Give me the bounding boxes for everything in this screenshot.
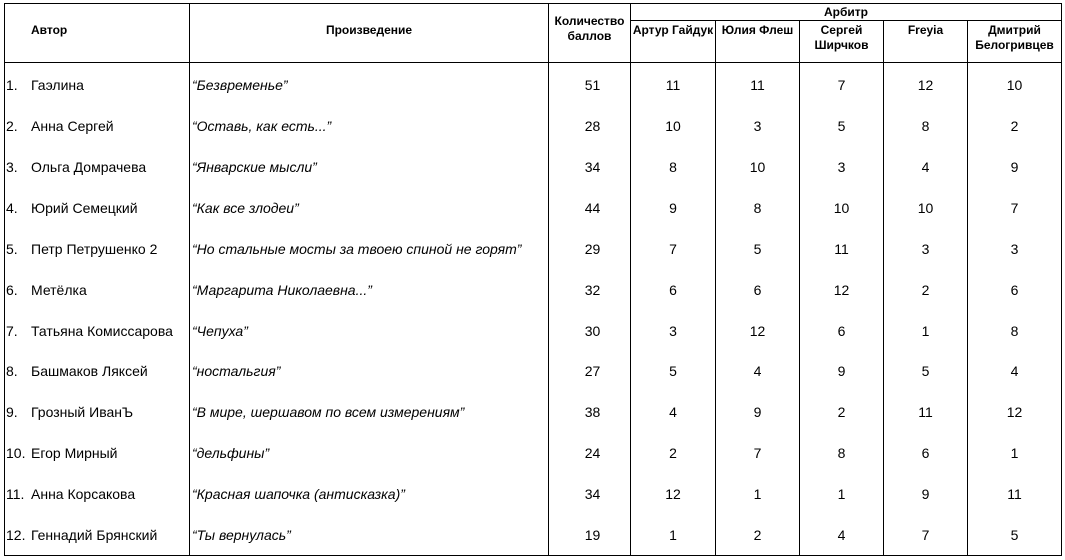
work-title: “дельфины” bbox=[190, 433, 549, 474]
judge-mark: 2 bbox=[884, 269, 968, 310]
work-title: “ностальгия” bbox=[190, 351, 549, 392]
author-cell bbox=[5, 514, 190, 555]
judge-mark: 3 bbox=[800, 147, 884, 188]
judge-mark: 1 bbox=[884, 310, 968, 351]
row-number: 2. bbox=[6, 118, 18, 135]
judge-mark: 8 bbox=[631, 147, 716, 188]
judge-mark: 9 bbox=[631, 188, 716, 229]
results-table bbox=[4, 3, 1062, 556]
judge-mark: 9 bbox=[716, 392, 800, 433]
judge-mark: 6 bbox=[884, 433, 968, 474]
work-title: “Маргарита Николаевна...” bbox=[190, 269, 549, 310]
judge-mark: 12 bbox=[716, 310, 800, 351]
judge-mark: 10 bbox=[716, 147, 800, 188]
score-cell: 32 bbox=[549, 269, 631, 310]
header-row bbox=[5, 4, 1062, 21]
work-title: “Красная шапочка (антисказка)” bbox=[190, 473, 549, 514]
judge-mark: 3 bbox=[716, 106, 800, 147]
row-number: 8. bbox=[6, 363, 18, 380]
judge-mark: 8 bbox=[968, 310, 1062, 351]
table-row bbox=[5, 228, 1062, 269]
author-cell bbox=[5, 188, 190, 229]
score-cell: 29 bbox=[549, 228, 631, 269]
judge-mark: 5 bbox=[631, 351, 716, 392]
judge-mark: 4 bbox=[631, 392, 716, 433]
judge-mark: 1 bbox=[800, 473, 884, 514]
judge-mark: 10 bbox=[884, 188, 968, 229]
score-cell: 34 bbox=[549, 473, 631, 514]
judge-mark: 6 bbox=[800, 310, 884, 351]
row-number: 4. bbox=[6, 200, 18, 217]
judge-mark: 6 bbox=[631, 269, 716, 310]
judge-mark: 12 bbox=[800, 269, 884, 310]
judge-mark: 11 bbox=[968, 473, 1062, 514]
judge-mark: 2 bbox=[800, 392, 884, 433]
judge-mark: 8 bbox=[884, 106, 968, 147]
judge-mark: 10 bbox=[968, 63, 1062, 106]
judge-mark: 7 bbox=[631, 228, 716, 269]
author-cell bbox=[5, 106, 190, 147]
score-cell: 34 bbox=[549, 147, 631, 188]
table-row bbox=[5, 433, 1062, 474]
judge-mark: 5 bbox=[968, 514, 1062, 555]
judge-mark: 9 bbox=[884, 473, 968, 514]
judge-mark: 1 bbox=[631, 514, 716, 555]
judge-mark: 8 bbox=[800, 433, 884, 474]
row-number: 11. bbox=[6, 485, 25, 502]
table-row bbox=[5, 188, 1062, 229]
header-arbiter: Арбитр bbox=[631, 4, 1062, 21]
author-name: Грозный ИванЪ bbox=[31, 404, 134, 421]
judge-mark: 12 bbox=[884, 63, 968, 106]
score-cell: 44 bbox=[549, 188, 631, 229]
judge-mark: 6 bbox=[968, 269, 1062, 310]
score-cell: 28 bbox=[549, 106, 631, 147]
header-judge: Сергей Ширчков bbox=[800, 21, 884, 63]
header-author: Автор bbox=[5, 4, 190, 63]
row-number: 12. bbox=[6, 526, 26, 543]
header-judge: Юлия Флеш bbox=[716, 21, 800, 63]
author-name: Татьяна Комиссарова bbox=[31, 322, 173, 339]
judge-mark: 11 bbox=[716, 63, 800, 106]
table-row bbox=[5, 147, 1062, 188]
judge-mark: 3 bbox=[968, 228, 1062, 269]
score-cell: 27 bbox=[549, 351, 631, 392]
score-cell: 30 bbox=[549, 310, 631, 351]
score-cell: 24 bbox=[549, 433, 631, 474]
row-number: 7. bbox=[6, 322, 18, 339]
score-cell: 19 bbox=[549, 514, 631, 555]
score-cell: 51 bbox=[549, 63, 631, 106]
author-cell bbox=[5, 392, 190, 433]
author-cell bbox=[5, 351, 190, 392]
table-row bbox=[5, 63, 1062, 106]
table-row bbox=[5, 351, 1062, 392]
judge-mark: 6 bbox=[716, 269, 800, 310]
judge-mark: 7 bbox=[800, 63, 884, 106]
work-title: “Как все злодеи” bbox=[190, 188, 549, 229]
judge-mark: 7 bbox=[884, 514, 968, 555]
table-row bbox=[5, 473, 1062, 514]
judge-mark: 1 bbox=[716, 473, 800, 514]
judge-mark: 11 bbox=[631, 63, 716, 106]
judge-mark: 3 bbox=[631, 310, 716, 351]
header-judge: Дмитрий Белогривцев bbox=[968, 21, 1062, 63]
header-judge: Freyia bbox=[884, 21, 968, 63]
header-work: Произведение bbox=[190, 4, 549, 63]
author-name: Юрий Семецкий bbox=[31, 200, 138, 217]
work-title: “Январские мысли” bbox=[190, 147, 549, 188]
judge-mark: 1 bbox=[968, 433, 1062, 474]
judge-mark: 5 bbox=[800, 106, 884, 147]
work-title: “Безвременье” bbox=[190, 63, 549, 106]
judge-mark: 5 bbox=[716, 228, 800, 269]
judge-mark: 4 bbox=[884, 147, 968, 188]
judge-mark: 2 bbox=[968, 106, 1062, 147]
judge-mark: 2 bbox=[716, 514, 800, 555]
judge-mark: 11 bbox=[800, 228, 884, 269]
judge-mark: 4 bbox=[968, 351, 1062, 392]
author-cell bbox=[5, 433, 190, 474]
author-cell bbox=[5, 147, 190, 188]
author-name: Метёлка bbox=[31, 281, 87, 298]
work-title: “Чепуха” bbox=[190, 310, 549, 351]
row-number: 3. bbox=[6, 159, 18, 176]
author-cell bbox=[5, 63, 190, 106]
judge-mark: 4 bbox=[716, 351, 800, 392]
judge-mark: 5 bbox=[884, 351, 968, 392]
author-cell bbox=[5, 228, 190, 269]
author-name: Ольга Домрачева bbox=[31, 159, 147, 176]
judge-mark: 11 bbox=[884, 392, 968, 433]
table-row bbox=[5, 310, 1062, 351]
row-number: 5. bbox=[6, 240, 18, 257]
author-name: Петр Петрушенко 2 bbox=[31, 240, 158, 257]
score-cell: 38 bbox=[549, 392, 631, 433]
author-name: Анна Сергей bbox=[31, 118, 114, 135]
header-judge: Артур Гайдук bbox=[631, 21, 716, 63]
author-cell bbox=[5, 473, 190, 514]
table-row bbox=[5, 392, 1062, 433]
work-title: “В мире, шершавом по всем измерениям” bbox=[190, 392, 549, 433]
row-number: 1. bbox=[6, 76, 18, 93]
judge-mark: 10 bbox=[631, 106, 716, 147]
row-number: 6. bbox=[6, 281, 18, 298]
table-row bbox=[5, 106, 1062, 147]
judge-mark: 12 bbox=[968, 392, 1062, 433]
author-name: Геннадий Брянский bbox=[31, 526, 158, 543]
judge-mark: 7 bbox=[968, 188, 1062, 229]
header-score: Количество баллов bbox=[549, 4, 631, 63]
judge-mark: 7 bbox=[716, 433, 800, 474]
judge-mark: 12 bbox=[631, 473, 716, 514]
work-title: “Ты вернулась” bbox=[190, 514, 549, 555]
judge-mark: 9 bbox=[968, 147, 1062, 188]
table-row bbox=[5, 269, 1062, 310]
table-row bbox=[5, 514, 1062, 555]
judge-mark: 3 bbox=[884, 228, 968, 269]
author-name: Егор Мирный bbox=[31, 444, 118, 461]
judge-mark: 2 bbox=[631, 433, 716, 474]
judge-mark: 10 bbox=[800, 188, 884, 229]
author-cell bbox=[5, 269, 190, 310]
work-title: “Но стальные мосты за твоею спиной не горят” bbox=[190, 228, 549, 269]
author-name: Анна Корсакова bbox=[31, 485, 136, 502]
author-name: Гаэлина bbox=[31, 76, 84, 93]
work-title: “Оставь, как есть...” bbox=[190, 106, 549, 147]
row-number: 9. bbox=[6, 404, 18, 421]
judge-mark: 4 bbox=[800, 514, 884, 555]
author-cell bbox=[5, 310, 190, 351]
judge-mark: 8 bbox=[716, 188, 800, 229]
judge-mark: 9 bbox=[800, 351, 884, 392]
author-name: Башмаков Ляксей bbox=[31, 363, 148, 380]
row-number: 10. bbox=[6, 444, 26, 461]
